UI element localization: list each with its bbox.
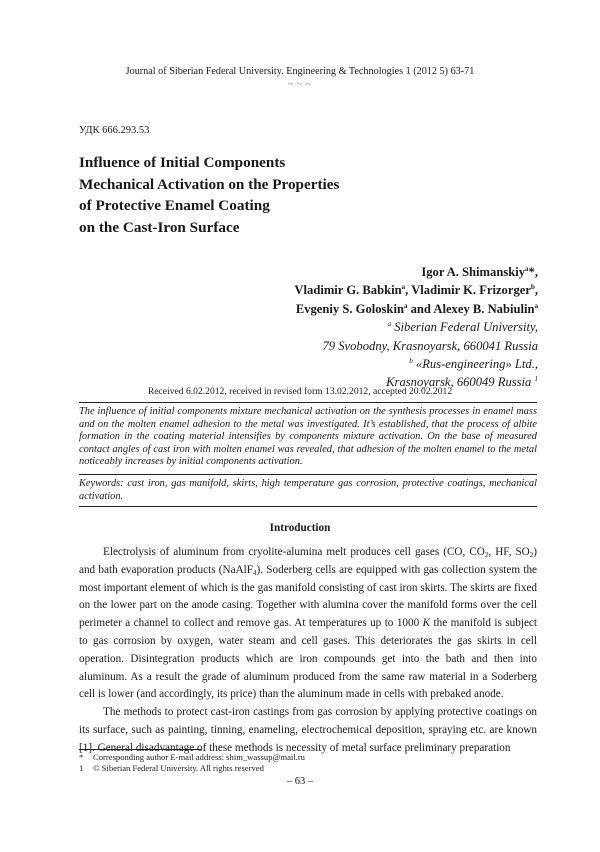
subscript: 2: [484, 551, 489, 559]
section-heading-introduction: Introduction: [269, 522, 331, 534]
abstract-divider: [79, 474, 537, 475]
paper-title: [79, 152, 339, 238]
author-line: [294, 300, 538, 318]
affiliation-text: «Rus-engineering» Ltd.,: [415, 357, 538, 372]
title-line: on the Cast-Iron Surface: [79, 218, 240, 236]
affiliation-line: 79 Svobodny, Krasnoyarsk, 660041 Russia: [322, 338, 538, 353]
subscript: 4: [253, 568, 257, 577]
author-name: Evgeniy S. Goloskin: [295, 301, 404, 316]
footnote-text: Corresponding author E-mail address: shim_wassup@mail.ru: [93, 752, 305, 762]
abstract-top-rule: [79, 402, 537, 403]
text-run: ). Soderberg cells are equipped with gas collection system the most important element of which is the gas manifold consisting of cast iron skirts. The skirts are fixed on the lower part on the anode casing. Together with alumina cover the manifold forms over the cell perimeter a channel to collect and remove gas. At temperatures up to 1000: [79, 563, 538, 630]
corresponding-mark: *,: [528, 265, 538, 279]
affiliation-text: Krasnoyarsk, 660049 Russia: [386, 375, 532, 390]
unit-symbol: K: [422, 617, 431, 630]
affiliation-mark: a: [403, 301, 408, 310]
author-line: [294, 281, 538, 299]
affiliation-mark: a: [401, 283, 406, 292]
author-separator: and: [407, 301, 434, 316]
author-name: Alexey B. Nabiulin: [433, 301, 535, 316]
author-name: Vladimir K. Frizorger: [411, 283, 531, 298]
affiliation-line: [294, 318, 538, 336]
header-ornament: ~ ~ ~: [287, 79, 313, 89]
keywords: Keywords: cast iron, gas manifold, skirts, high temperature gas corrosion, protective coatings, mechanical activation.: [79, 478, 537, 502]
subscript: 2: [529, 551, 534, 559]
affiliation-mark: a: [387, 320, 392, 329]
affiliation-line: [294, 355, 538, 373]
affiliation-mark: b: [530, 283, 535, 292]
text-run: ) and bath evaporation products (NaAlF: [79, 546, 537, 576]
affiliation-mark: b: [409, 357, 413, 366]
journal-header: Journal of Siberian Federal University. Engineering & Technologies 1 (2012 5) 63-71: [125, 66, 475, 77]
paragraph: The methods to protect cast-iron castings from gas corrosion by applying protective coatings on its surface, such as painting, tinning, enameling, electrochemical deposition, spraying etc. are known [1]. General disadvantage of these methods is necessity of metal surface preliminary preparation: [79, 706, 537, 754]
introduction-body: [79, 544, 537, 758]
udk-code: УДК 666.293.53: [79, 125, 150, 136]
text-run: , HF, SO: [488, 546, 530, 558]
author-separator: ,: [405, 283, 412, 298]
author-block: [294, 263, 538, 392]
footnote: [79, 752, 305, 763]
footnote-mark: *: [79, 752, 84, 762]
affiliation-mark: a: [525, 265, 529, 273]
received-dates: Received 6.02.2012, received in revised form 13.02.2012, accepted 20.02.2012: [147, 386, 453, 397]
footnotes: [79, 752, 305, 774]
affiliation-text: Siberian Federal University,: [394, 320, 538, 335]
footnote-text: © Siberian Federal University. All rights reserved: [93, 763, 264, 773]
page-number: – 63 –: [286, 776, 314, 787]
footnote-mark: 1: [534, 375, 538, 384]
title-line: of Protective Enamel Coating: [79, 197, 270, 214]
abstract: The influence of initial components mixture mechanical activation on the synthesis processes in enamel mass and on the molten enamel adhesion to the metal was investigated. It’s established, that the process of albite formation in the coating material intensifies by components mixture activation. On the base of measured contact angles of cast iron with molten enamel was revealed, that adhesion of the molten enamel to the metal noticeably increases by initial components activation.: [79, 406, 537, 468]
author-separator: ,: [534, 283, 538, 298]
footnote-rule: [79, 749, 201, 750]
text-run: Electrolysis of aluminum from cryolite-alumina melt produces cell gases (CO, CO: [103, 546, 485, 558]
paragraph: [79, 544, 537, 704]
author-name: Vladimir G. Babkin: [294, 283, 402, 298]
author-name: Igor A. Shimanskiy: [421, 265, 526, 279]
affiliation-mark: a: [534, 301, 538, 310]
author-line: [294, 263, 538, 281]
title-line: Influence of Initial Components: [79, 154, 286, 171]
title-line: Mechanical Activation on the Properties: [79, 175, 340, 193]
text-run: the manifold is subject to gas corrosion by oxygen, water steam and cell gases. This deteriorates the gas skirts in cell operation. Disintegration products which are iron compounds get into the bath and then into aluminum. As a result the grade of aluminum produced from the same raw material in a Soderberg cell is lower (and accordingly, its price) than the aluminum made in cells with prebaked anode.: [79, 617, 537, 701]
footnote-mark: 1: [79, 763, 84, 773]
footnote: [79, 763, 305, 774]
keywords-bottom-rule: [79, 506, 537, 507]
